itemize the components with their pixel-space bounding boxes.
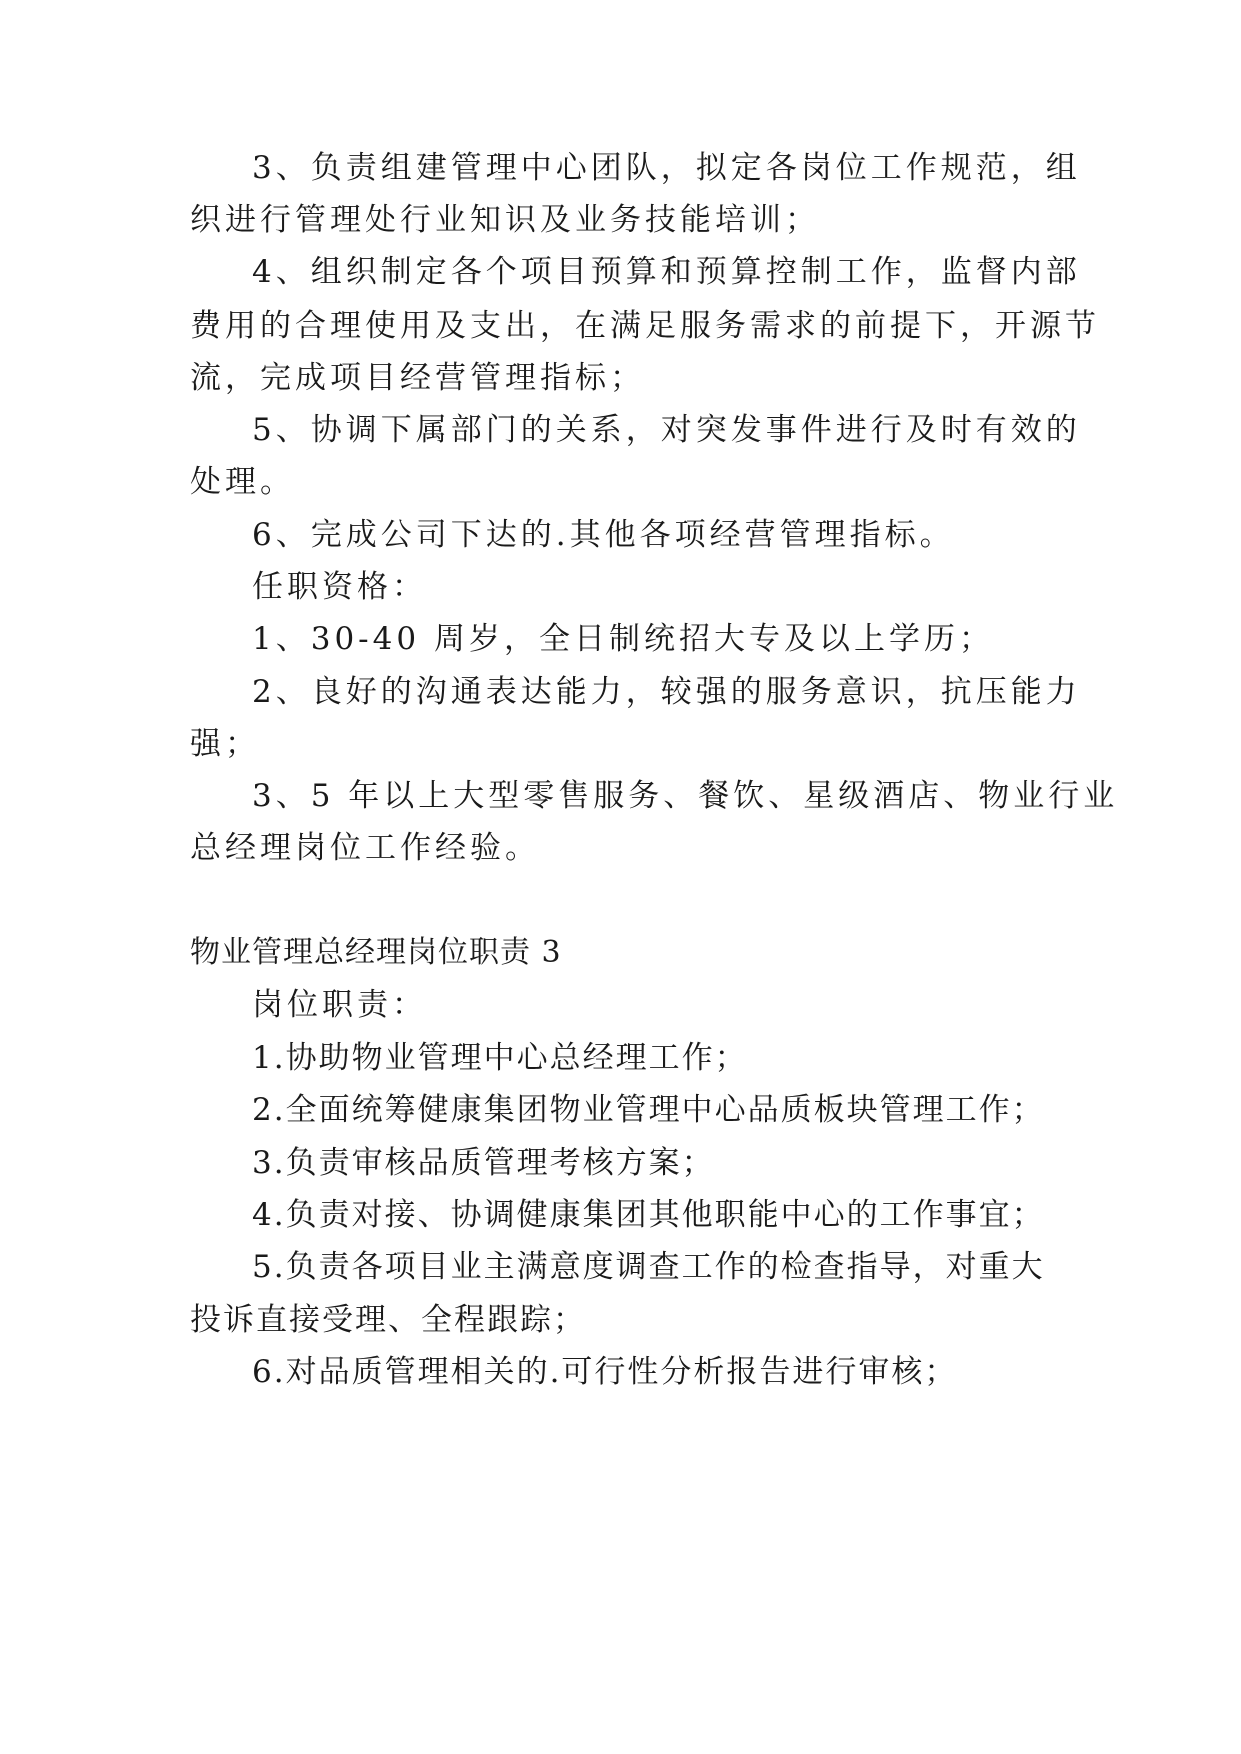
paragraph-line: 总经理岗位工作经验。: [190, 830, 540, 866]
paragraph-line: 4、组织制定各个项目预算和预算控制工作，监督内部: [252, 254, 1081, 290]
paragraph-line: 处理。: [190, 464, 295, 500]
paragraph-line: 岗位职责：: [252, 987, 427, 1023]
paragraph-line: 3.负责审核品质管理考核方案；: [252, 1145, 715, 1181]
paragraph-line: 3、负责组建管理中心团队，拟定各岗位工作规范，组: [252, 150, 1081, 186]
section-title: 物业管理总经理岗位职责 3: [190, 935, 562, 970]
paragraph-line: 6、完成公司下达的.其他各项经营管理指标。: [252, 517, 955, 553]
paragraph-line: 5.负责各项目业主满意度调查工作的检查指导，对重大: [252, 1249, 1045, 1285]
paragraph-line: 织进行管理处行业知识及业务技能培训；: [190, 202, 820, 238]
paragraph-line: 2.全面统筹健康集团物业管理中心品质板块管理工作；: [252, 1092, 1045, 1128]
paragraph-line: 费用的合理使用及支出，在满足服务需求的前提下，开源节: [190, 308, 1100, 344]
paragraph-line: 1、30-40 周岁，全日制统招大专及以上学历；: [252, 621, 994, 657]
paragraph-line: 4.负责对接、协调健康集团其他职能中心的工作事宜；: [252, 1197, 1045, 1233]
paragraph-line: 强；: [190, 726, 260, 762]
paragraph-line: 投诉直接受理、全程跟踪；: [190, 1302, 586, 1338]
paragraph-line: 6.对品质管理相关的.可行性分析报告进行审核；: [252, 1354, 958, 1390]
paragraph-line: 5、协调下属部门的关系，对突发事件进行及时有效的: [252, 412, 1081, 448]
paragraph-line: 2、良好的沟通表达能力，较强的服务意识，抗压能力: [252, 674, 1081, 710]
paragraph-line: 3、5 年以上大型零售服务、餐饮、星级酒店、物业行业: [252, 778, 1119, 814]
paragraph-line: 1.协助物业管理中心总经理工作；: [252, 1040, 748, 1076]
paragraph-line: 流，完成项目经营管理指标；: [190, 360, 645, 396]
paragraph-line: 任职资格：: [252, 569, 427, 605]
